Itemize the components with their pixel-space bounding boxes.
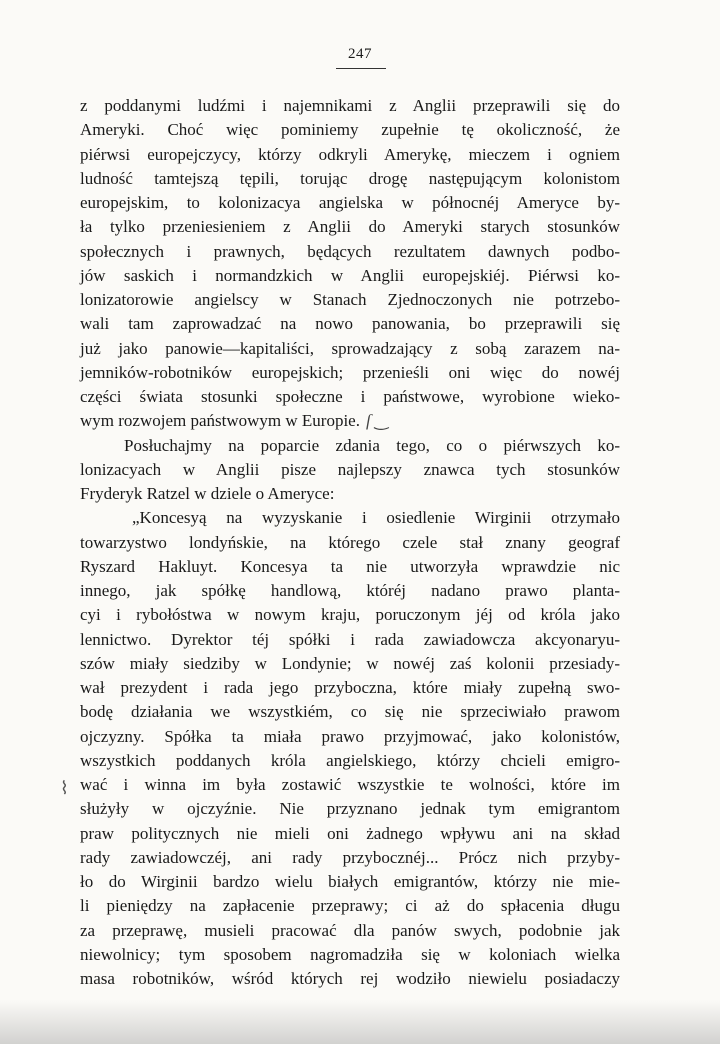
body-text: [80, 94, 620, 991]
text-line-content: wać i winna im była zostawić wszystkie te wolności, które im: [80, 775, 620, 794]
text-line: [80, 312, 620, 336]
text-line: [80, 603, 620, 627]
text-line: [80, 288, 620, 312]
margin-annotation-mark: ⌇: [60, 778, 69, 798]
text-line-content: ło do Wirginii bardzo wielu białych emigrantów, którzy nie mie-: [80, 872, 620, 891]
text-line: [80, 579, 620, 603]
text-line: [80, 846, 620, 870]
text-line-content: europejskim, to kolonizacya angielska w północnéj Ameryce by-: [80, 193, 620, 212]
text-line-content: niewolnicy; tym sposobem nagromadziła się w koloniach wielka: [80, 944, 620, 964]
text-line-content: bodę działania we wszystkiém, co się nie sprzeciwiało prawom: [80, 702, 620, 722]
text-line: [80, 434, 620, 458]
text-line-content: ludność tamtejszą tępili, torując drogę następującym kolonistom: [80, 168, 620, 188]
text-line-content: towarzystwo londyńskie, na którego czele stał znany geograf: [80, 532, 620, 552]
text-line-content: wszystkich poddanych króla angielskiego, którzy chcieli emigro-: [80, 750, 620, 770]
text-line: [80, 555, 620, 579]
text-line-content: ojczyzny. Spółka ta miała prawo przyjmować, jako kolonistów,: [80, 726, 620, 746]
text-line-content: za przeprawę, musieli pracować dla panów swych, podobnie jak: [80, 920, 620, 940]
text-line: [80, 676, 620, 700]
text-line: [80, 191, 620, 215]
text-line-content: cyi i rybołóstwa w nowym kraju, poruczonym jéj od króla jako: [80, 605, 620, 625]
text-line: [80, 385, 620, 409]
text-line: [80, 822, 620, 846]
text-line-content: lonizatorowie angielscy w Stanach Zjednoczonych nie potrzebo-: [80, 290, 620, 309]
text-line: [80, 652, 620, 676]
text-line-content: społecznych i prawnych, będących rezultatem dawnych podbo-: [80, 241, 620, 261]
text-line-content: części świata stosunki społeczne i państwowe, wyrobione wieko-: [80, 387, 620, 406]
text-line-content: praw politycznych nie mieli oni żadnego wpływu ani na skład: [80, 823, 620, 843]
text-line: [80, 725, 620, 749]
text-line: [80, 167, 620, 191]
pencil-mark: ſ ‿: [365, 411, 389, 431]
text-line: [80, 482, 620, 506]
text-line-content: „Koncesyą na wyzyskanie i osiedlenie Wirginii otrzymało: [132, 508, 620, 528]
text-line-content: rady zawiadowczéj, ani rady przybocznéj... Prócz nich przyby-: [80, 847, 620, 867]
text-line: [80, 143, 620, 167]
text-line: [80, 361, 620, 385]
text-line-content: innego, jak spółkę handlową, któréj nadano prawo planta-: [80, 581, 620, 600]
text-line: [80, 943, 620, 967]
text-line-content: lonizacyach w Anglii pisze najlepszy znawca tych stosunków: [80, 459, 620, 479]
text-line: [80, 118, 620, 142]
text-line-content: wał prezydent i rada jego przyboczna, które miały zupełną swo-: [80, 678, 620, 697]
text-line-content: piérwsi europejczycy, którzy odkryli Amerykę, mieczem i ogniem: [80, 144, 620, 164]
text-line-content: ła tylko przeniesieniem z Anglii do Ameryki starych stosunków: [80, 217, 620, 237]
text-line: [80, 870, 620, 894]
text-line: [80, 94, 620, 118]
scan-shadow: [0, 1000, 720, 1044]
page-number-rule: [336, 68, 386, 69]
text-line: [80, 531, 620, 555]
text-line-content: już jako panowie—kapitaliści, sprowadzający z sobą zarazem na-: [80, 338, 620, 358]
text-line-content: Ameryki. Choć więc pominiemy zupełnie tę okoliczność, że: [80, 120, 620, 140]
text-line: [80, 967, 620, 991]
text-line: [80, 215, 620, 239]
page-number: 247: [348, 46, 372, 62]
text-line: [80, 628, 620, 652]
text-line-content: służyły w ojczyźnie. Nie przyznano jednak tym emigrantom: [80, 799, 620, 819]
text-line-content: jemników-robotników europejskich; przenieśli oni więc do nowéj: [80, 362, 620, 382]
text-line: [80, 797, 620, 821]
text-line-content: li pieniędzy na zapłacenie przeprawy; ci aż do spłacenia długu: [80, 896, 620, 916]
text-line: [80, 919, 620, 943]
text-line: [80, 700, 620, 724]
text-line-content: Posłuchajmy na poparcie zdania tego, co o piérwszych ko-: [124, 435, 620, 455]
text-line-content: wali tam zaprowadzać na nowo panowania, bo przeprawili się: [80, 314, 620, 334]
text-line: [80, 409, 620, 433]
text-line: [80, 240, 620, 264]
text-line-content: lennictwo. Dyrektor téj spółki i rada zawiadowcza akcyonaryu-: [80, 629, 620, 649]
text-line: [80, 264, 620, 288]
text-line-content: Ryszard Hakluyt. Koncesya ta nie utworzyła wprawdzie nic: [80, 556, 620, 576]
text-line: [80, 506, 620, 530]
text-line: [80, 749, 620, 773]
text-line: [80, 337, 620, 361]
text-line-content: wym rozwojem państwowym w Europie.: [80, 411, 360, 431]
text-line-content: Fryderyk Ratzel w dziele o Ameryce:: [80, 484, 335, 503]
text-line: [80, 773, 620, 797]
text-line: [80, 458, 620, 482]
text-line: [80, 894, 620, 918]
text-line-content: jów saskich i normandzkich w Anglii europejskiéj. Piérwsi ko-: [80, 265, 620, 285]
text-line-content: masa robotników, wśród których rej wodziło niewielu posiadaczy: [80, 969, 620, 988]
text-line-content: z poddanymi ludźmi i najemnikami z Anglii przeprawili się do: [80, 96, 620, 115]
text-line-content: szów miały siedziby w Londynie; w nowéj zaś kolonii przesiady-: [80, 653, 620, 673]
